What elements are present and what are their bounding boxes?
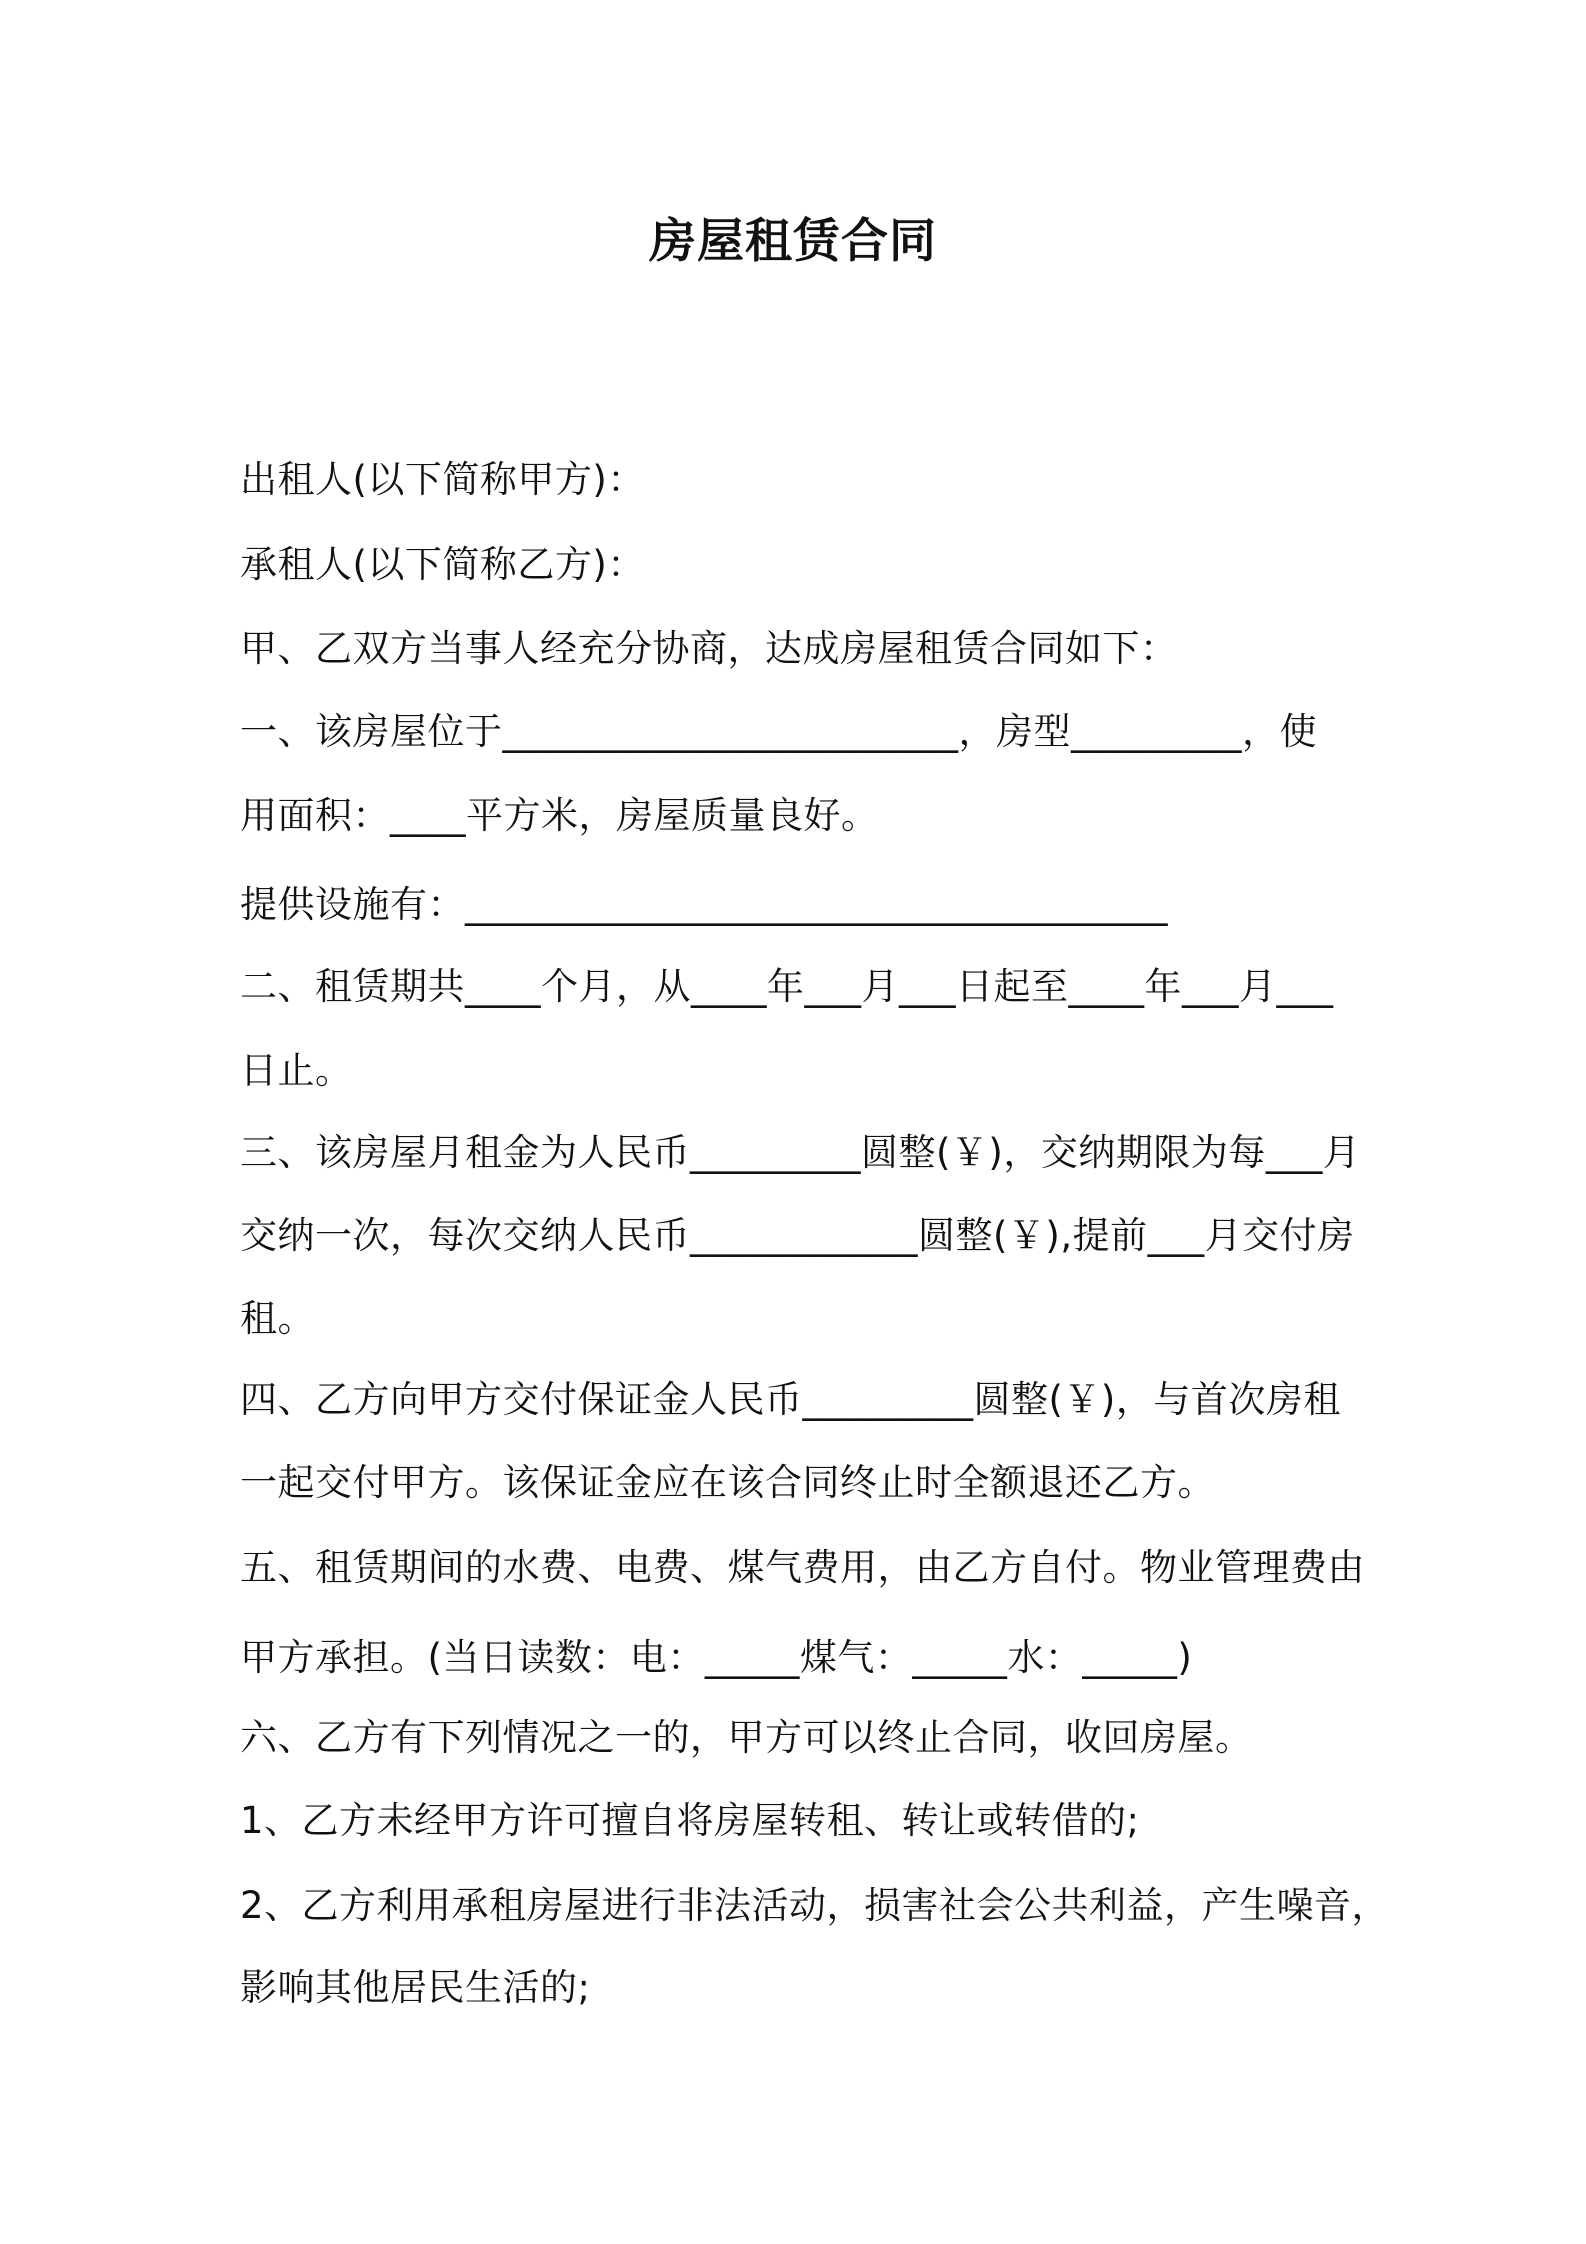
document-title: 房屋租赁合同 <box>649 214 937 269</box>
clause-3-line-2: 交纳一次，每次交纳人民币____________圆整(￥),提前___月交付房 <box>240 1214 1355 1257</box>
clause-6-heading: 六、乙方有下列情况之一的，甲方可以终止合同，收回房屋。 <box>240 1716 1253 1759</box>
clause-5-line-1: 五、租赁期间的水费、电费、煤气费用，由乙方自付。物业管理费由 <box>240 1546 1365 1589</box>
clause-6-item-1: 1、乙方未经甲方许可擅自将房屋转租、转让或转借的; <box>240 1799 1140 1842</box>
clause-1-line-1: 一、该房屋位于________________________，房型_________，使 <box>240 710 1317 753</box>
clause-2-line-2: 日止。 <box>240 1049 353 1092</box>
clause-4-line-1: 四、乙方向甲方交付保证金人民币_________圆整(￥)，与首次房租 <box>240 1378 1341 1421</box>
clause-6-item-2-line-2: 影响其他居民生活的; <box>240 1966 591 2009</box>
clause-4-line-2: 一起交付甲方。该保证金应在该合同终止时全额退还乙方。 <box>240 1461 1215 1504</box>
clause-5-line-2: 甲方承担。(当日读数：电：_____煤气：_____水：_____) <box>240 1636 1193 1679</box>
clause-2-line-1: 二、租赁期共____个月，从____年___月___日起至____年___月___ <box>240 965 1334 1008</box>
lessee-line: 承租人(以下简称乙方)： <box>240 543 645 586</box>
clause-3-line-1: 三、该房屋月租金为人民币_________圆整(￥)，交纳期限为每___月 <box>240 1131 1361 1174</box>
clause-3-line-3: 租。 <box>240 1297 315 1340</box>
lessor-line: 出租人(以下简称甲方)： <box>240 458 645 501</box>
clause-6-item-2-line-1: 2、乙方利用承租房屋进行非法活动，损害社会公共利益，产生噪音， <box>240 1884 1390 1927</box>
agreement-intro: 甲、乙双方当事人经充分协商，达成房屋租赁合同如下： <box>240 627 1178 670</box>
facilities-line: 提供设施有：_____________________________________ <box>240 883 1168 926</box>
clause-1-line-2: 用面积：____平方米，房屋质量良好。 <box>240 794 879 837</box>
